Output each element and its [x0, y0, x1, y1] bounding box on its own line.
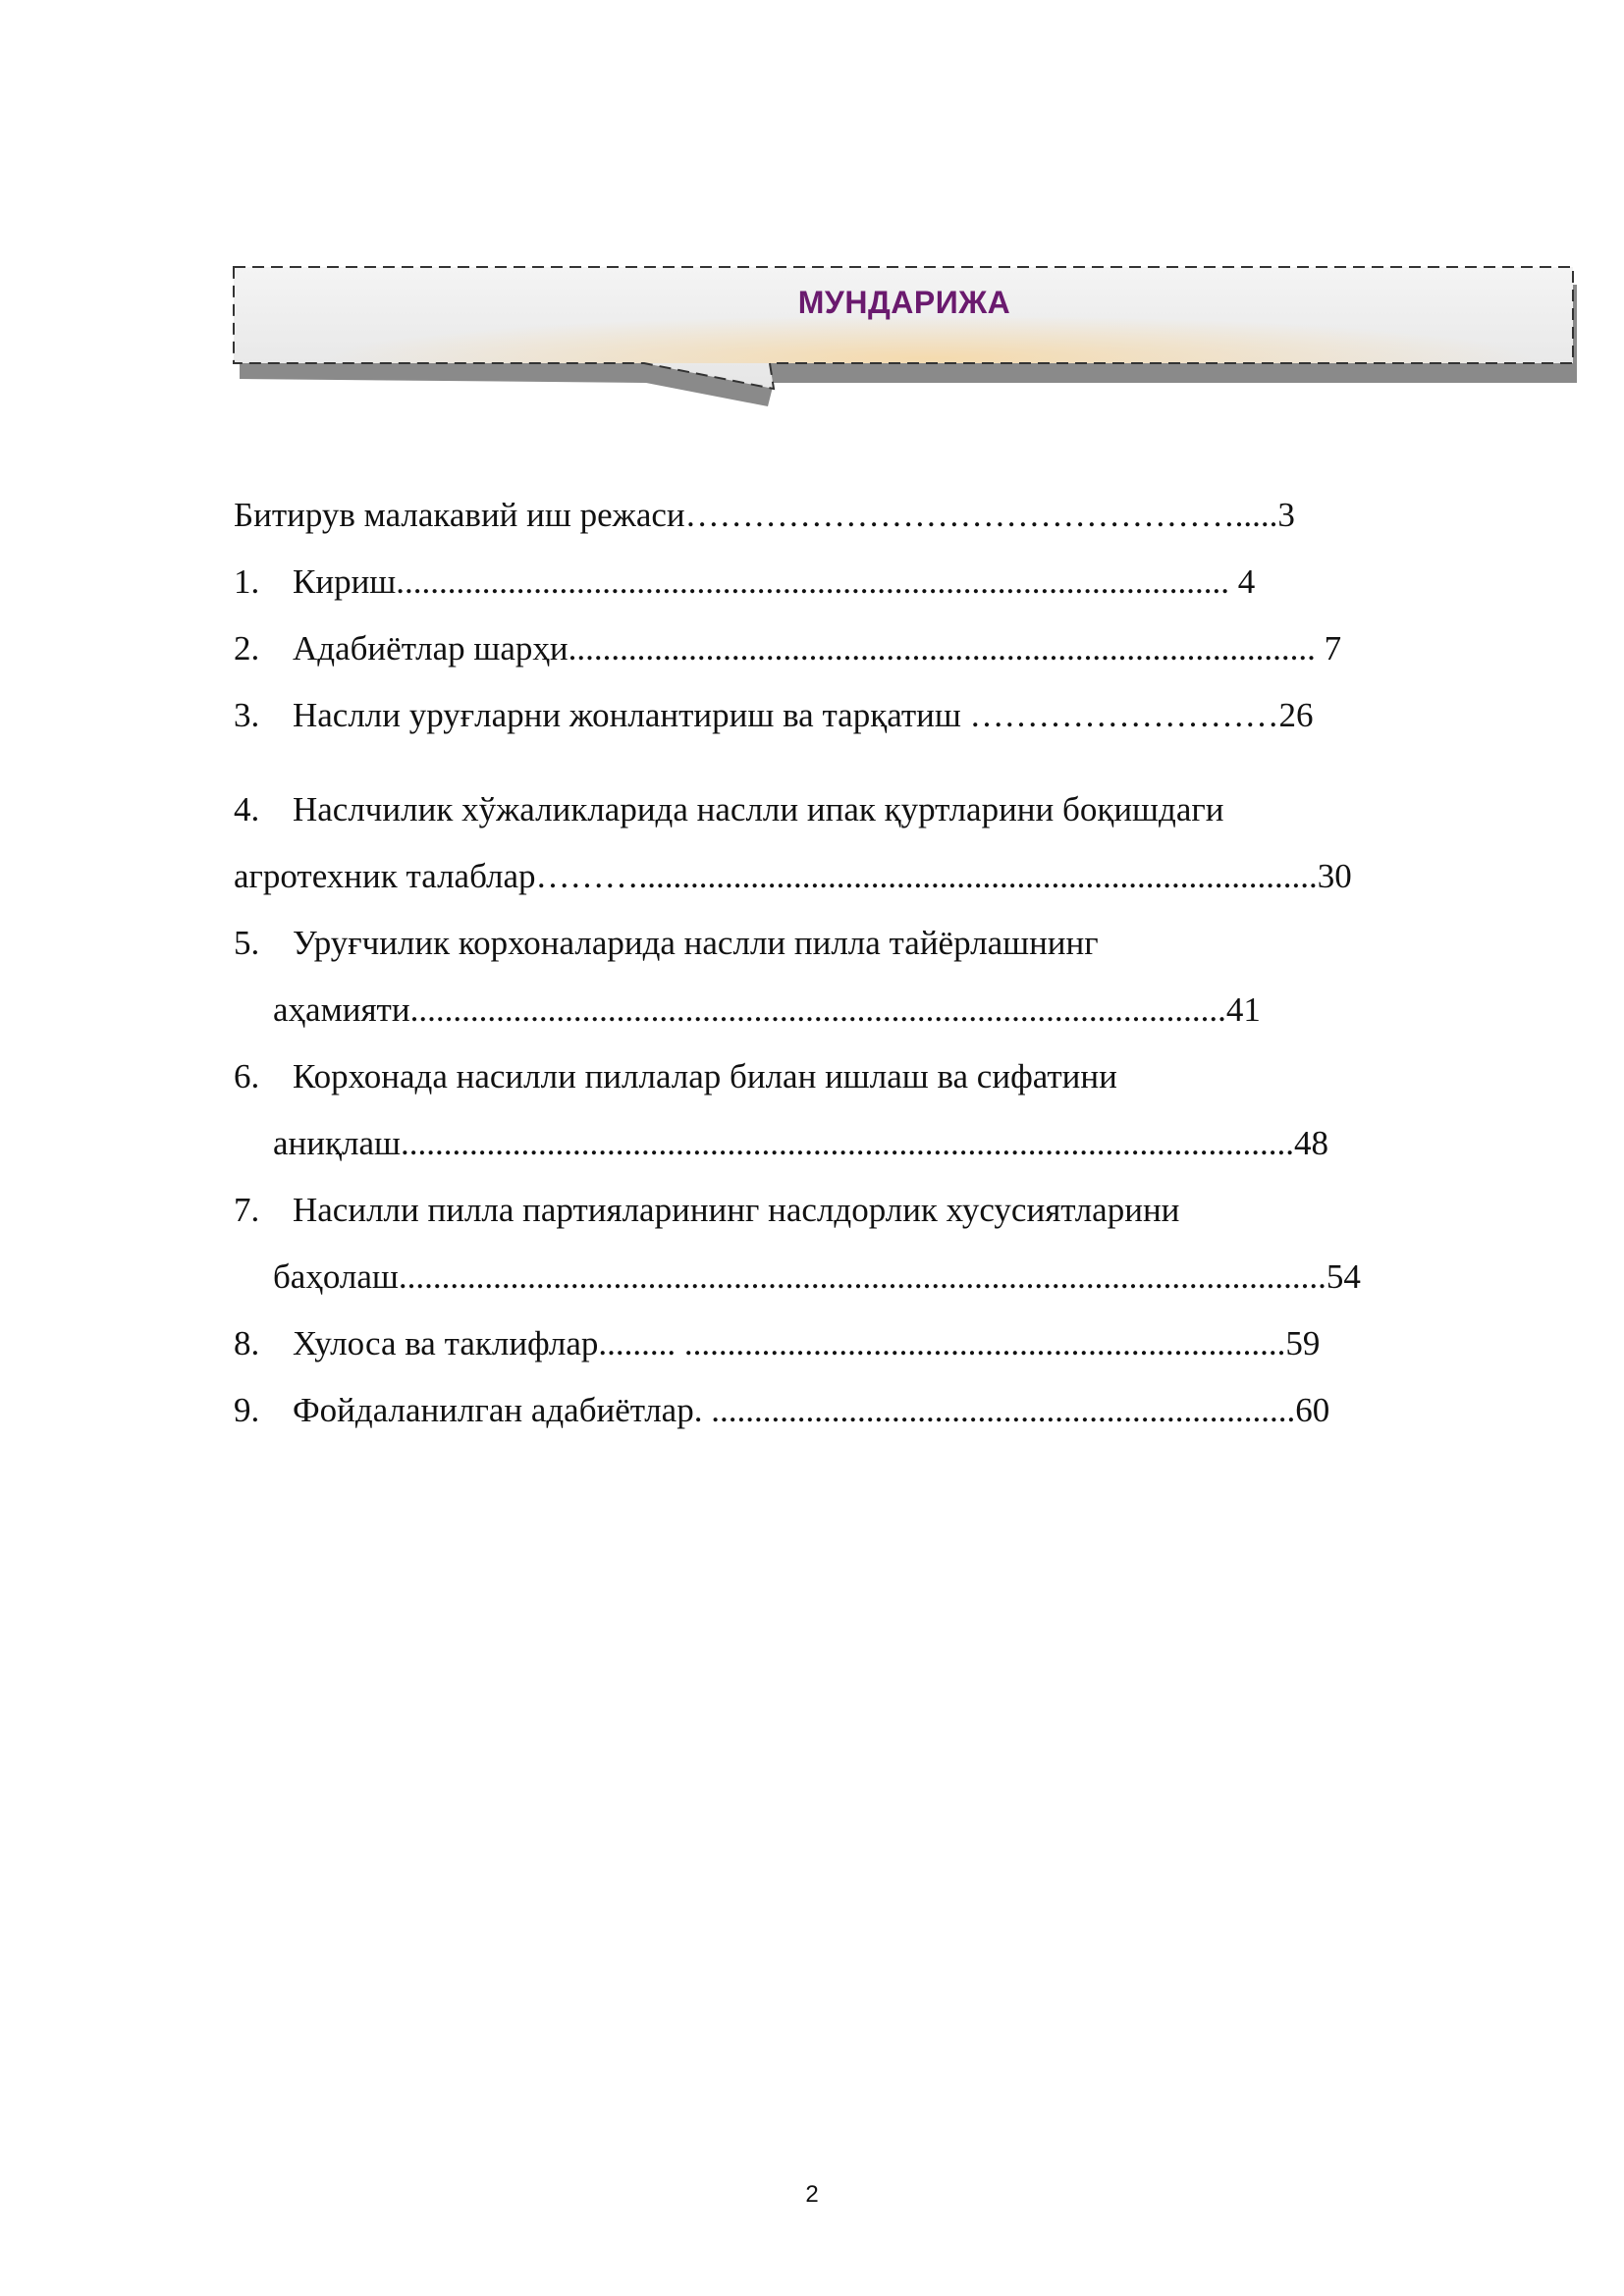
toc-item-text: Наслчилик хўжаликларида наслли ипак қуртларини боқишдаги — [293, 790, 1224, 828]
toc-item-text: Хулоса ва таклифлар......... ......................................................................59 — [293, 1324, 1321, 1362]
toc-item-number: 6. — [234, 1057, 260, 1095]
toc-item-7 — [234, 1191, 1179, 1230]
toc-item-number: 2. — [234, 629, 260, 667]
toc-item-number: 8. — [234, 1324, 260, 1362]
toc-item-5-continuation: аҳамияти...............................................................................................41 — [273, 990, 1261, 1029]
toc-item-text: Насилли пилла партияларининг наслдорлик хусусиятларини — [293, 1191, 1180, 1229]
toc-item-2 — [234, 629, 1341, 668]
toc-item-number: 1. — [234, 562, 260, 601]
toc-item-8 — [234, 1324, 1320, 1363]
toc-item-number: 5. — [234, 924, 260, 962]
toc-item-9 — [234, 1391, 1329, 1430]
toc-item-text: Адабиётлар шарҳи....................................................................................... 7 — [293, 629, 1342, 667]
toc-item-4 — [234, 790, 1223, 829]
toc-intro: Битирув малакавий иш режаси………………………………………….....3 — [234, 496, 1295, 534]
toc-item-text: Корхонада насилли пиллалар билан ишлаш ва сифатини — [293, 1057, 1117, 1095]
page-title: МУНДАРИЖА — [797, 285, 1011, 320]
toc-item-text: Уруғчилик корхоналарида наслли пилла тайёрлашнинг — [293, 924, 1099, 962]
toc-item-1 — [234, 562, 1255, 602]
toc-item-number: 9. — [234, 1391, 260, 1429]
toc-item-number: 3. — [234, 696, 260, 734]
title-callout — [232, 265, 1577, 391]
toc-item-7-continuation: баҳолаш............................................................................................................54 — [273, 1257, 1361, 1296]
toc-item-5 — [234, 924, 1099, 963]
toc-item-text: Наслли уруғларни жонлантириш ва тарқатиш ………………………26 — [293, 696, 1314, 734]
toc-item-3 — [234, 696, 1314, 735]
toc-item-text: Фойдаланилган адабиётлар. ....................................................................60 — [293, 1391, 1330, 1429]
page-number: 2 — [805, 2181, 819, 2208]
toc-item-text: Кириш................................................................................................. 4 — [293, 562, 1256, 601]
toc-item-4-continuation: агротехник талаблар………...............................................................................30 — [234, 857, 1352, 895]
toc-item-6 — [234, 1057, 1117, 1096]
toc-item-number: 4. — [234, 790, 260, 828]
toc-item-number: 7. — [234, 1191, 260, 1229]
toc-item-6-continuation: аниқлаш........................................................................................................48 — [273, 1124, 1328, 1162]
